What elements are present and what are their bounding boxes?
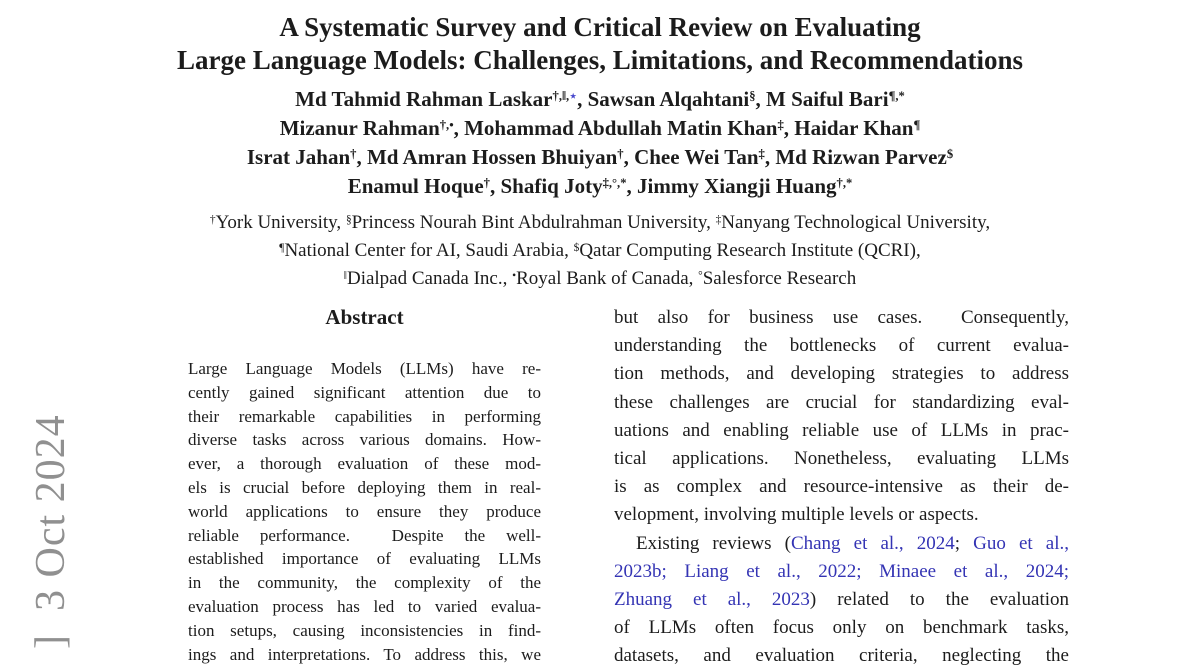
- superscript-marker: ‡,°,*: [602, 176, 627, 191]
- text-segment: Jimmy Xiangji Huang: [637, 174, 837, 198]
- text-segment: [667, 561, 685, 582]
- body-line: [614, 360, 1069, 388]
- text-segment: ,: [577, 87, 588, 111]
- author-line: [0, 114, 1200, 143]
- body-line: [614, 417, 1069, 445]
- body-line: [614, 473, 1069, 501]
- affiliation-line: [0, 237, 1200, 265]
- superscript-marker: §: [749, 89, 756, 104]
- text-segment: Haidar Khan: [794, 116, 914, 140]
- text-segment: Chee Wei Tan: [634, 145, 759, 169]
- citation-link[interactable]: Liang et al., 2022;: [684, 560, 862, 582]
- text-segment: ,: [755, 87, 767, 111]
- superscript-marker: •: [512, 269, 517, 282]
- text-segment: velopment, involving multiple levels or aspects.: [614, 504, 979, 526]
- body-line: [614, 304, 1069, 332]
- citation-link[interactable]: Minaee et al., 2024;: [879, 560, 1069, 582]
- text-segment: Mohammad Abdullah Matin Khan: [464, 116, 778, 140]
- text-segment: Salesforce Research: [702, 268, 857, 289]
- body-line: [614, 586, 1069, 614]
- superscript-marker: ¶: [279, 241, 285, 254]
- superscript-marker: °: [698, 269, 703, 282]
- text-segment: is as complex and resource-intensive as their de-: [614, 476, 1069, 498]
- citation-link[interactable]: Zhuang et al., 2023: [614, 588, 810, 610]
- superscript-marker: $: [573, 241, 580, 254]
- text-segment: National Center for AI, Saudi Arabia,: [284, 240, 574, 261]
- text-segment: tion methods, and developing strategies to address: [614, 363, 1069, 385]
- text-segment: Md Tahmid Rahman Laskar: [295, 87, 553, 111]
- text-segment: ings and interpretations. To address this, we: [188, 644, 541, 664]
- text-segment: their remarkable capabilities in performing: [188, 406, 541, 426]
- abstract-line: [188, 500, 541, 524]
- text-segment: ,: [356, 145, 367, 169]
- abstract-line: [188, 643, 541, 667]
- abstract-heading: Abstract: [325, 305, 404, 329]
- text-segment: ,: [623, 145, 635, 169]
- abstract-line: [188, 405, 541, 429]
- abstract-line: [188, 428, 541, 452]
- author-line: [0, 143, 1200, 172]
- superscript-marker: ¶: [913, 118, 921, 133]
- body-line: [614, 332, 1069, 360]
- superscript-marker: §: [345, 213, 352, 226]
- text-segment: ) related to the evaluation: [809, 588, 1069, 610]
- text-segment: ,: [626, 174, 638, 198]
- text-segment: Md Rizwan Parvez: [775, 145, 947, 169]
- superscript-marker: ‡: [715, 213, 722, 226]
- text-segment: world applications to ensure they produce: [188, 501, 541, 521]
- text-segment: Md Amran Hossen Bhuiyan: [366, 145, 618, 169]
- author-line: [0, 172, 1200, 201]
- text-segment: ,: [764, 145, 776, 169]
- text-segment: Royal Bank of Canada,: [516, 268, 699, 289]
- text-segment: reliable performance. Despite the well-: [188, 525, 541, 545]
- superscript-marker: ‖: [343, 269, 347, 282]
- abstract-line: [188, 476, 541, 500]
- superscript-marker: ‡: [758, 147, 765, 162]
- text-segment: tical applications. Nonetheless, evaluating LLMs: [614, 447, 1069, 469]
- text-segment: these challenges are crucial for standardizing eval-: [614, 391, 1069, 413]
- affiliation-line: [0, 265, 1200, 293]
- affiliation-block: [0, 209, 1200, 293]
- text-segment: ,: [489, 174, 501, 198]
- text-segment: [862, 561, 880, 582]
- text-segment: Mizanur Rahman: [279, 116, 440, 140]
- text-segment: Qatar Computing Research Institute (QCRI),: [579, 240, 921, 261]
- text-segment: cently gained significant attention due to: [188, 382, 541, 402]
- text-segment: Nanyang Technological University,: [721, 212, 991, 233]
- text-segment: ,: [783, 116, 795, 140]
- body-line: [614, 642, 1069, 670]
- superscript-marker: †,*: [836, 176, 853, 191]
- text-segment: diverse tasks across various domains. How-: [188, 430, 541, 450]
- author-line: [0, 85, 1200, 114]
- superscript-marker: $: [946, 147, 954, 162]
- text-segment: Large Language Models (LLMs) have re-: [188, 359, 541, 378]
- body-line: [614, 558, 1069, 586]
- text-segment: Israt Jahan: [246, 145, 351, 169]
- text-segment: Sawsan Alqahtani: [587, 87, 750, 111]
- text-segment: Dialpad Canada Inc.,: [346, 268, 513, 289]
- text-segment: datasets, and evaluation criteria, neglecting the: [614, 645, 1069, 667]
- text-segment: established importance of evaluating LLMs: [188, 549, 541, 569]
- citation-link[interactable]: Guo et al.,: [973, 532, 1069, 554]
- text-segment: in the community, the complexity of the: [188, 573, 541, 593]
- abstract-line: [188, 619, 541, 643]
- text-segment: of LLMs often focus only on benchmark tasks,: [614, 617, 1069, 639]
- superscript-marker: †,•: [439, 118, 454, 133]
- affiliation-line: [0, 209, 1200, 237]
- text-segment: els is crucial before deploying them in real-: [188, 477, 541, 497]
- superscript-marker: ‡: [777, 118, 784, 133]
- abstract-column: [188, 357, 541, 666]
- author-block: [0, 85, 1200, 201]
- abstract-line: [188, 524, 541, 548]
- superscript-marker: ¶,*: [888, 89, 905, 104]
- paper-title: [0, 11, 1200, 77]
- superscript-marker: †: [350, 147, 357, 162]
- abstract-line: [188, 547, 541, 571]
- superscript-marker: †: [483, 176, 490, 191]
- text-segment: Existing reviews (: [636, 532, 791, 554]
- text-segment: ever, a thorough evaluation of these mod-: [188, 454, 541, 474]
- text-segment: evaluation process has led to varied evalua-: [188, 596, 541, 616]
- text-segment: ,: [453, 116, 465, 140]
- text-segment: ;: [954, 532, 974, 554]
- body-line: [614, 614, 1069, 642]
- abstract-line: [188, 381, 541, 405]
- text-segment: tion setups, causing inconsistencies in find-: [188, 620, 541, 640]
- superscript-marker: †,‖,: [552, 89, 570, 104]
- body-line: [614, 501, 1069, 529]
- text-segment: M Saiful Bari: [766, 87, 889, 111]
- superscript-marker: †: [209, 213, 216, 226]
- body-line: [614, 389, 1069, 417]
- text-segment: York University,: [215, 212, 346, 233]
- abstract-line: [188, 595, 541, 619]
- abstract-line: [188, 571, 541, 595]
- abstract-line: [188, 357, 541, 381]
- text-segment: Princess Nourah Bint Abdulrahman University,: [351, 212, 716, 233]
- body-line: [614, 530, 1069, 558]
- abstract-line: [188, 452, 541, 476]
- citation-link[interactable]: 2023b;: [614, 560, 667, 582]
- text-segment: uations and enabling reliable use of LLMs in prac-: [614, 419, 1069, 441]
- text-segment: Enamul Hoque: [347, 174, 484, 198]
- arxiv-watermark: ] 3 Oct 2024: [28, 414, 74, 649]
- superscript-marker: †: [617, 147, 624, 162]
- footnote-star-link[interactable]: ⋆: [569, 89, 578, 104]
- text-segment: understanding the bottlenecks of current evalua-: [614, 335, 1069, 357]
- title-line-1: A Systematic Survey and Critical Review on Evaluating: [279, 12, 921, 42]
- body-line: [614, 445, 1069, 473]
- title-line-2: Large Language Models: Challenges, Limitations, and Recommendations: [176, 45, 1024, 75]
- citation-link[interactable]: Chang et al., 2024: [790, 532, 955, 554]
- text-segment: but also for business use cases. Consequently,: [614, 307, 1069, 328]
- text-segment: Shafiq Joty: [500, 174, 603, 198]
- body-text-column: [614, 304, 1069, 670]
